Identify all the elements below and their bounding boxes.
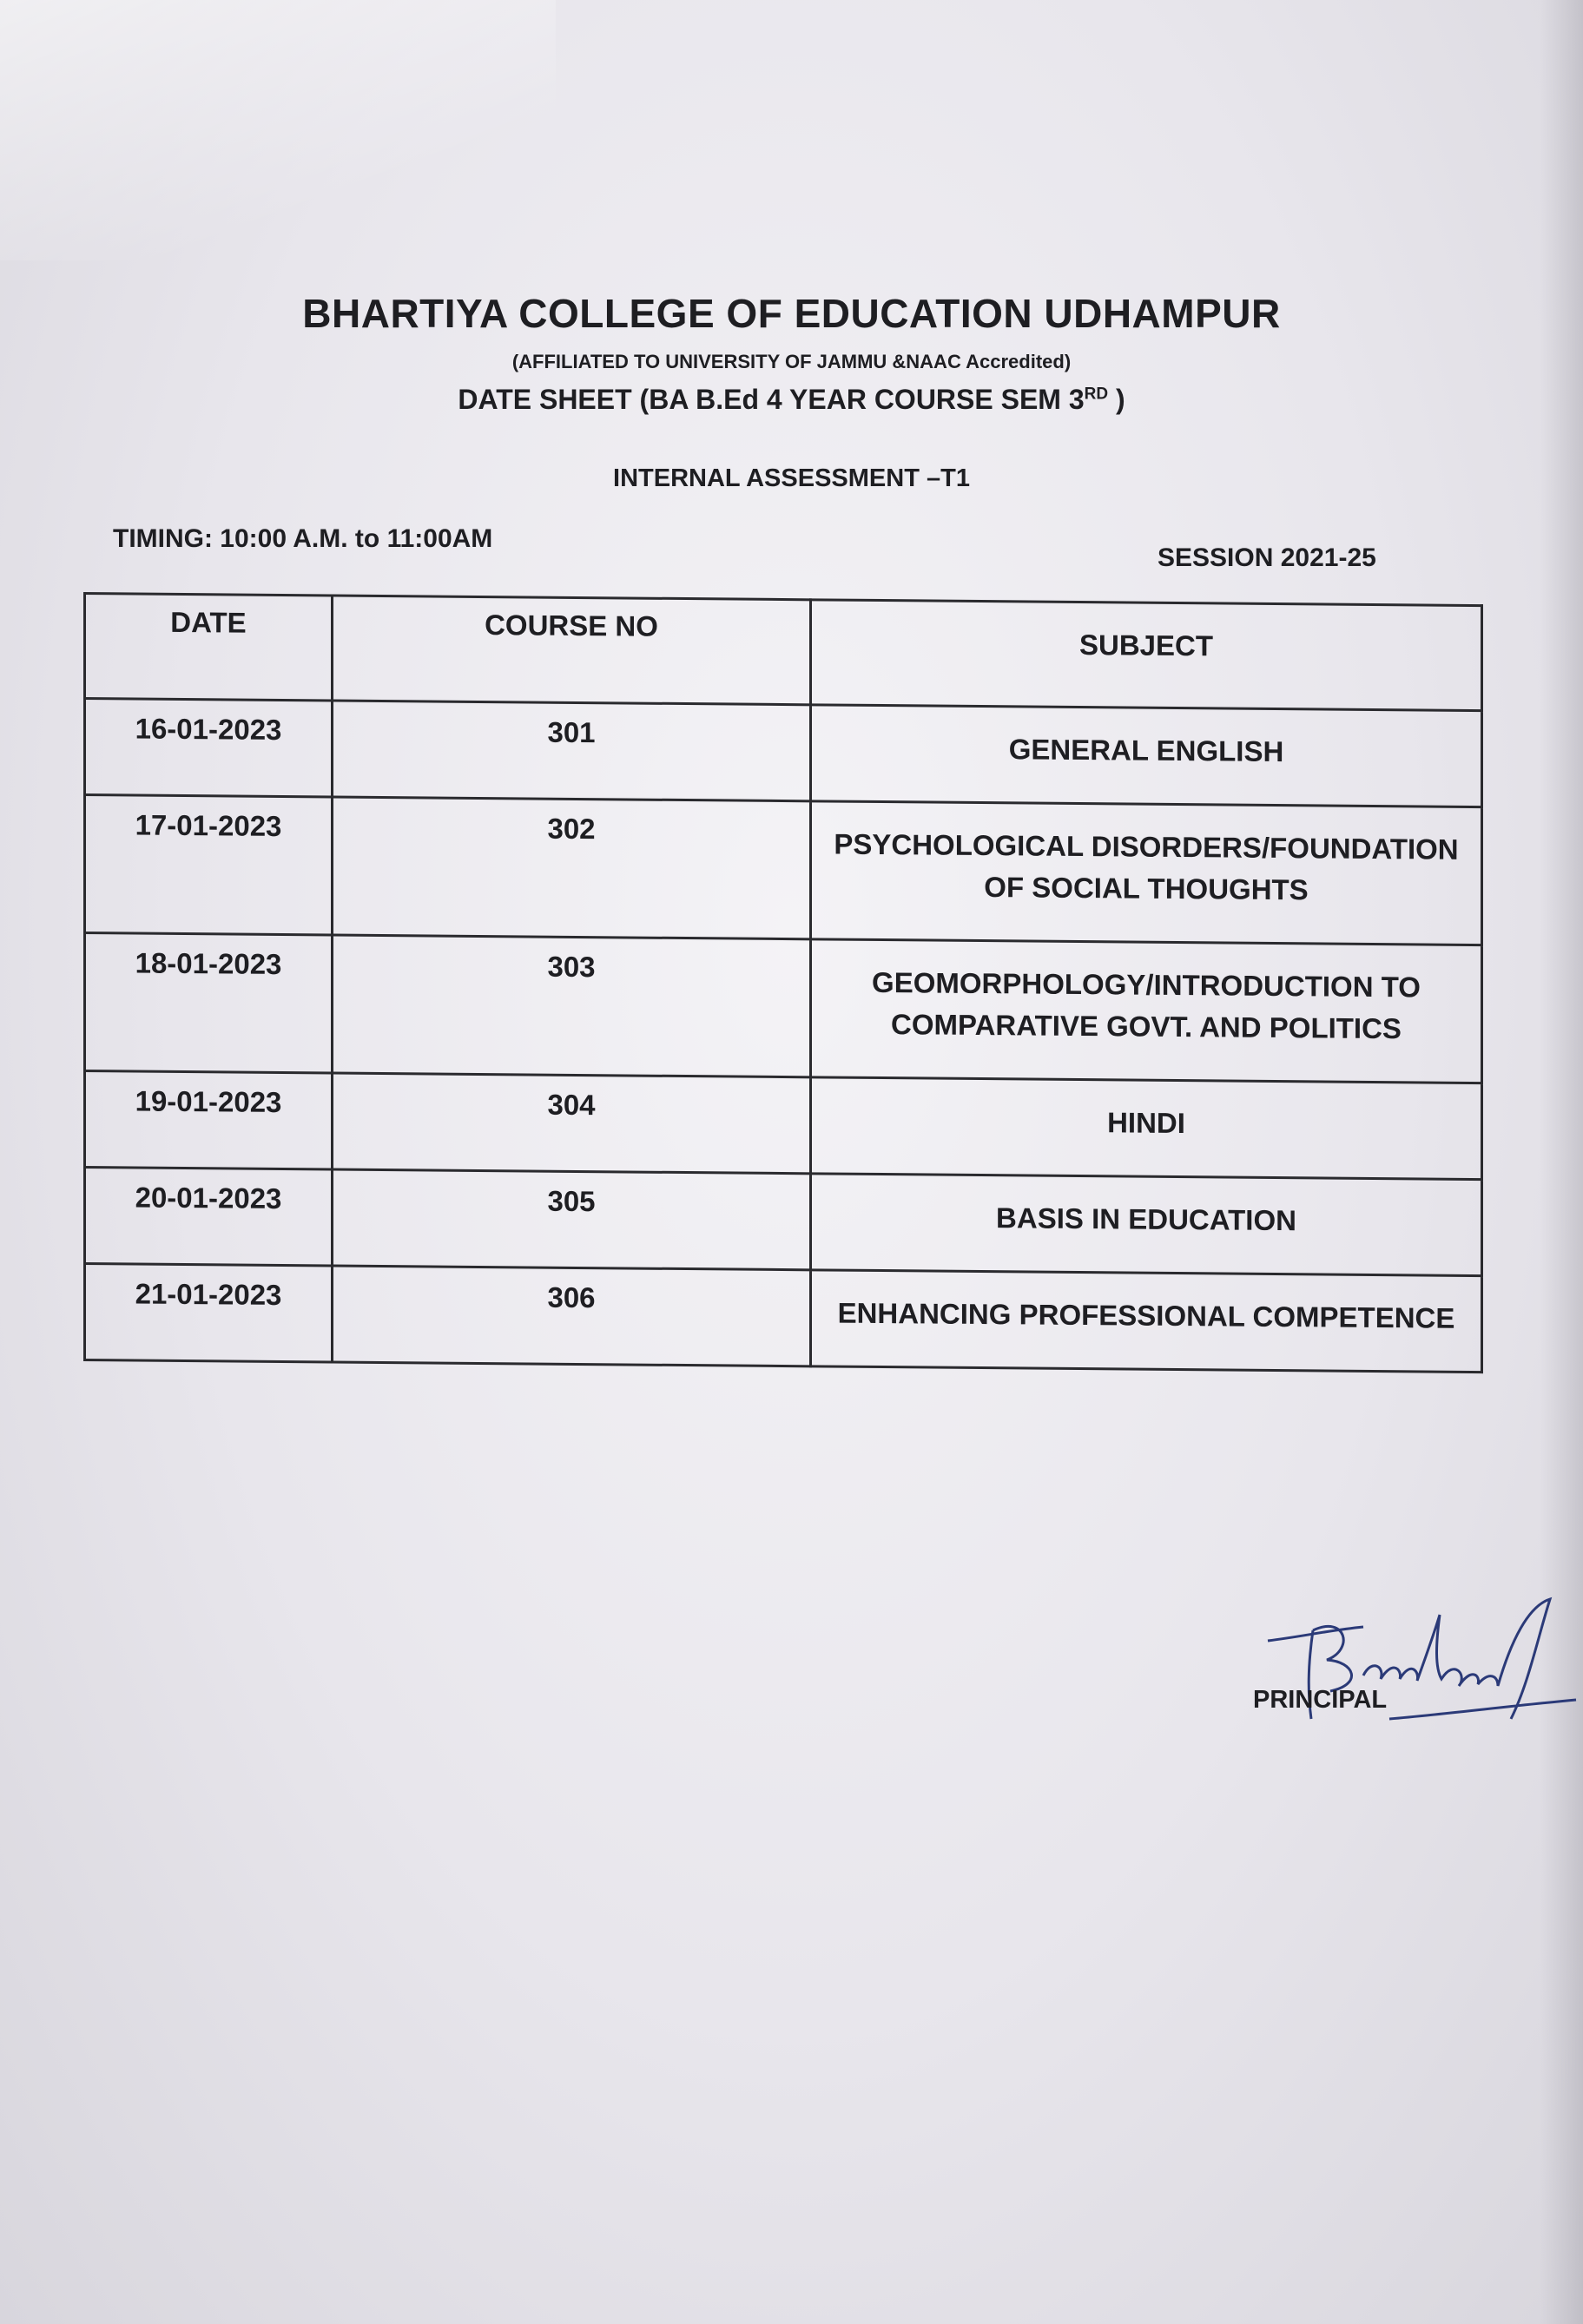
- column-header-date: DATE: [85, 594, 333, 701]
- paper-fold-shading: [0, 0, 556, 260]
- subject-cell: ENHANCING PROFESSIONAL COMPETENCE: [811, 1270, 1482, 1373]
- course-cell: 306: [333, 1266, 811, 1366]
- table-row: [85, 795, 1482, 945]
- date-cell: 18-01-2023: [85, 933, 333, 1073]
- principal-signature: [1250, 1589, 1580, 1745]
- date-cell: 16-01-2023: [85, 699, 333, 797]
- date-sheet-close: ): [1108, 384, 1125, 415]
- date-cell: 19-01-2023: [85, 1071, 333, 1169]
- course-cell: 302: [333, 797, 811, 939]
- table-row: [85, 1264, 1482, 1373]
- table-header-row: [85, 594, 1482, 711]
- course-cell: 305: [333, 1169, 811, 1270]
- course-cell: 301: [333, 701, 811, 801]
- date-sheet-table: [83, 592, 1483, 1373]
- subject-cell: [811, 939, 1482, 1083]
- course-cell: 304: [333, 1073, 811, 1174]
- date-cell: 17-01-2023: [85, 795, 333, 935]
- date-cell: 21-01-2023: [85, 1264, 333, 1362]
- subject-cell: [811, 801, 1482, 945]
- subject-cell: GENERAL ENGLISH: [811, 705, 1482, 807]
- table-row: [85, 1168, 1482, 1276]
- date-sheet-superscript: RD: [1084, 385, 1109, 404]
- subject-cell: HINDI: [811, 1077, 1482, 1180]
- column-header-course-no: COURSE NO: [333, 596, 811, 705]
- subject-cell: BASIS IN EDUCATION: [811, 1174, 1482, 1276]
- table-row: [85, 933, 1482, 1083]
- principal-label: PRINCIPAL: [1253, 1686, 1388, 1714]
- affiliation-note: (AFFILIATED TO UNIVERSITY OF JAMMU &NAAC Accredited): [511, 351, 1072, 372]
- subject-line-2: COMPARATIVE GOVT. AND POLITICS: [891, 1008, 1402, 1045]
- date-sheet-text: DATE SHEET (BA B.Ed 4 YEAR COURSE SEM 3: [458, 384, 1085, 415]
- table-row: [85, 1071, 1482, 1180]
- timing-text: TIMING: 10:00 A.M. to 11:00AM: [113, 524, 493, 553]
- paper-edge-shadow: [1540, 0, 1583, 2324]
- college-name: BHARTIYA COLLEGE OF EDUCATION UDHAMPUR: [302, 291, 1281, 336]
- subject-line-1: PSYCHOLOGICAL DISORDERS/FOUNDATION: [834, 827, 1459, 866]
- subject-line-1: GEOMORPHOLOGY/INTRODUCTION TO: [872, 965, 1421, 1004]
- date-sheet-heading: [0, 384, 1583, 416]
- assessment-heading: INTERNAL ASSESSMENT –T1: [613, 464, 970, 492]
- table-row: [85, 699, 1482, 807]
- session-text: SESSION 2021-25: [1158, 543, 1376, 572]
- course-cell: 303: [333, 935, 811, 1077]
- column-header-subject: SUBJECT: [811, 600, 1482, 711]
- subject-line-2: OF SOCIAL THOUGHTS: [984, 871, 1309, 906]
- date-cell: 20-01-2023: [85, 1168, 333, 1266]
